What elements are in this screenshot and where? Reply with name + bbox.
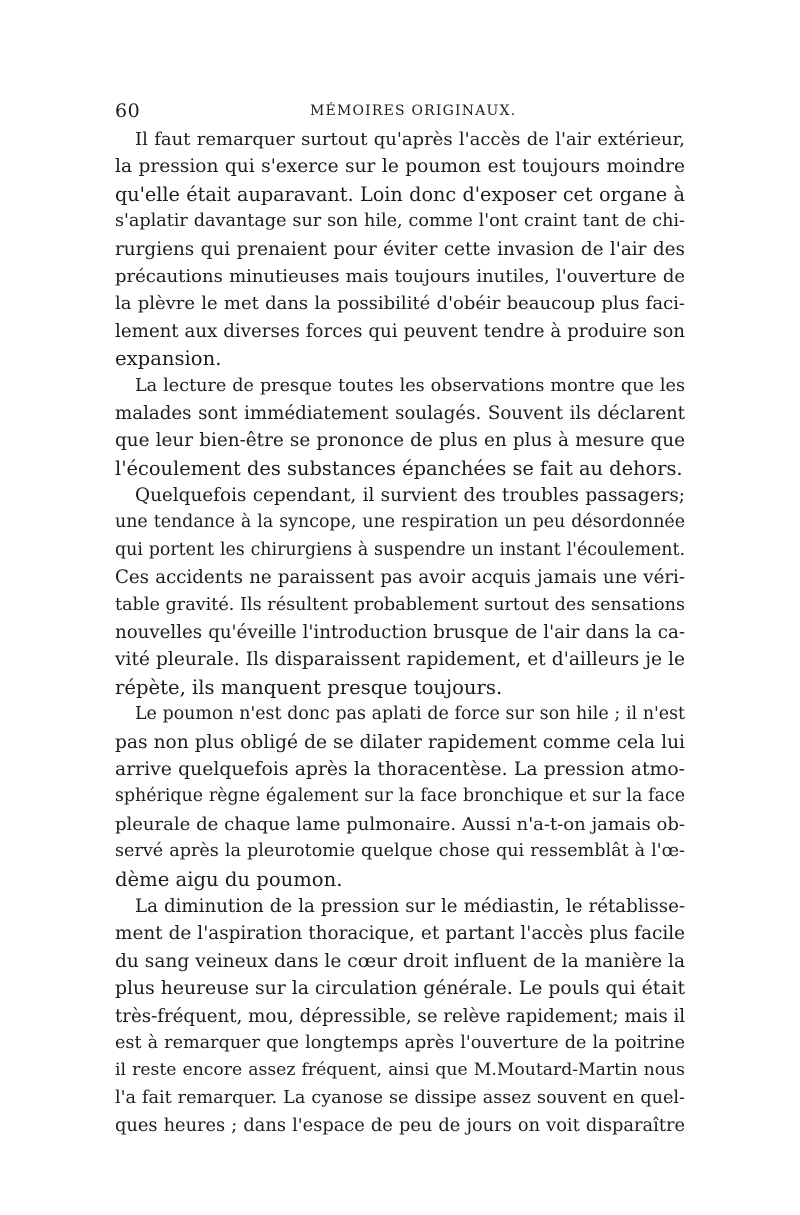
text-line: expansion. xyxy=(115,347,222,371)
text-line: vité pleurale. Ils disparaissent rapidement, et d'ailleurs je le xyxy=(115,649,685,671)
text-line: il reste encore assez fréquent, ainsi que M.Moutard-Martin nous xyxy=(115,1060,685,1081)
text-line: qui portent les chirurgiens à suspendre un instant l'écoulement. xyxy=(115,539,685,560)
text-line: du sang veineux dans le cœur droit influent de la manière la xyxy=(115,950,686,972)
text-line: plus heureuse sur la circulation générale. Le pouls qui était xyxy=(115,978,685,1000)
page-number: 60 xyxy=(115,100,141,122)
text-line: s'aplatir davantage sur son hile, comme l'ont craint tant de chi- xyxy=(115,211,685,232)
text-line: Le poumon n'est donc pas aplati de force sur son hile ; il n'est xyxy=(135,704,685,725)
body-text xyxy=(115,126,685,1139)
text-line: Il faut remarquer surtout qu'après l'accès de l'air extérieur, xyxy=(135,129,685,150)
text-line: rurgiens qui prenaient pour éviter cette invasion de l'air des xyxy=(115,238,685,260)
text-line: la plèvre le met dans la possibilité d'obéir beaucoup plus faci- xyxy=(115,293,685,315)
text-line: Ces accidents ne paraissent pas avoir acquis jamais une véri- xyxy=(115,567,685,589)
text-line: La diminution de la pression sur le médiastin, le rétablisse- xyxy=(135,895,685,917)
text-line: pas non plus obligé de se dilater rapidement comme cela lui xyxy=(115,731,685,753)
text-line: ques heures ; dans l'espace de peu de jours on voit disparaître xyxy=(115,1115,685,1137)
text-line: très-fréquent, mou, dépressible, se relève rapidement; mais il xyxy=(115,1005,686,1027)
text-line: sphérique règne également sur la face bronchique et sur la face xyxy=(115,786,685,807)
text-line: servé après la pleurotomie quelque chose qui ressemblât à l'œ- xyxy=(115,841,685,862)
text-line: répète, ils manquent presque toujours. xyxy=(115,675,503,699)
text-line: l'a fait remarquer. La cyanose se dissipe assez souvent en quel- xyxy=(115,1087,685,1108)
text-line: une tendance à la syncope, une respiration un peu désordonnée xyxy=(115,512,685,533)
text-line: table gravité. Ils résultent probablement surtout des sensations xyxy=(115,594,685,615)
text-line: arrive quelquefois après la thoracentèse. La pression atmo- xyxy=(115,758,685,780)
text-line: l'écoulement des substances épanchées se fait au dehors. xyxy=(115,456,683,480)
text-line: précautions minutieuses mais toujours inutiles, l'ouverture de xyxy=(115,265,685,287)
running-head: MÉMOIRES ORIGINAUX. xyxy=(310,103,517,119)
text-line: pleurale de chaque lame pulmonaire. Aussi n'a-t-on jamais ob- xyxy=(115,813,685,835)
text-line: qu'elle était auparavant. Loin donc d'exposer cet organe à xyxy=(115,182,685,206)
text-line: Quelquefois cependant, il survient des troubles passagers; xyxy=(135,485,685,507)
text-line: malades sont immédiatement soulagés. Souvent ils déclarent xyxy=(115,402,685,424)
text-line: est à remarquer que longtemps après l'ouverture de la poitrine xyxy=(115,1032,685,1053)
text-line: que leur bien-être se prononce de plus en plus à mesure que xyxy=(115,430,685,452)
text-line: nouvelles qu'éveille l'introduction brusque de l'air dans la ca- xyxy=(115,622,685,644)
text-line: dème aigu du poumon. xyxy=(115,867,343,891)
text-line: ment de l'aspiration thoracique, et partant l'accès plus facile xyxy=(115,923,685,945)
text-line: La lecture de presque toutes les observations montre que les xyxy=(135,375,685,396)
page-header xyxy=(115,100,685,128)
text-line: la pression qui s'exerce sur le poumon est toujours moindre xyxy=(115,156,685,178)
text-line: lement aux diverses forces qui peuvent tendre à produire son xyxy=(115,320,685,342)
